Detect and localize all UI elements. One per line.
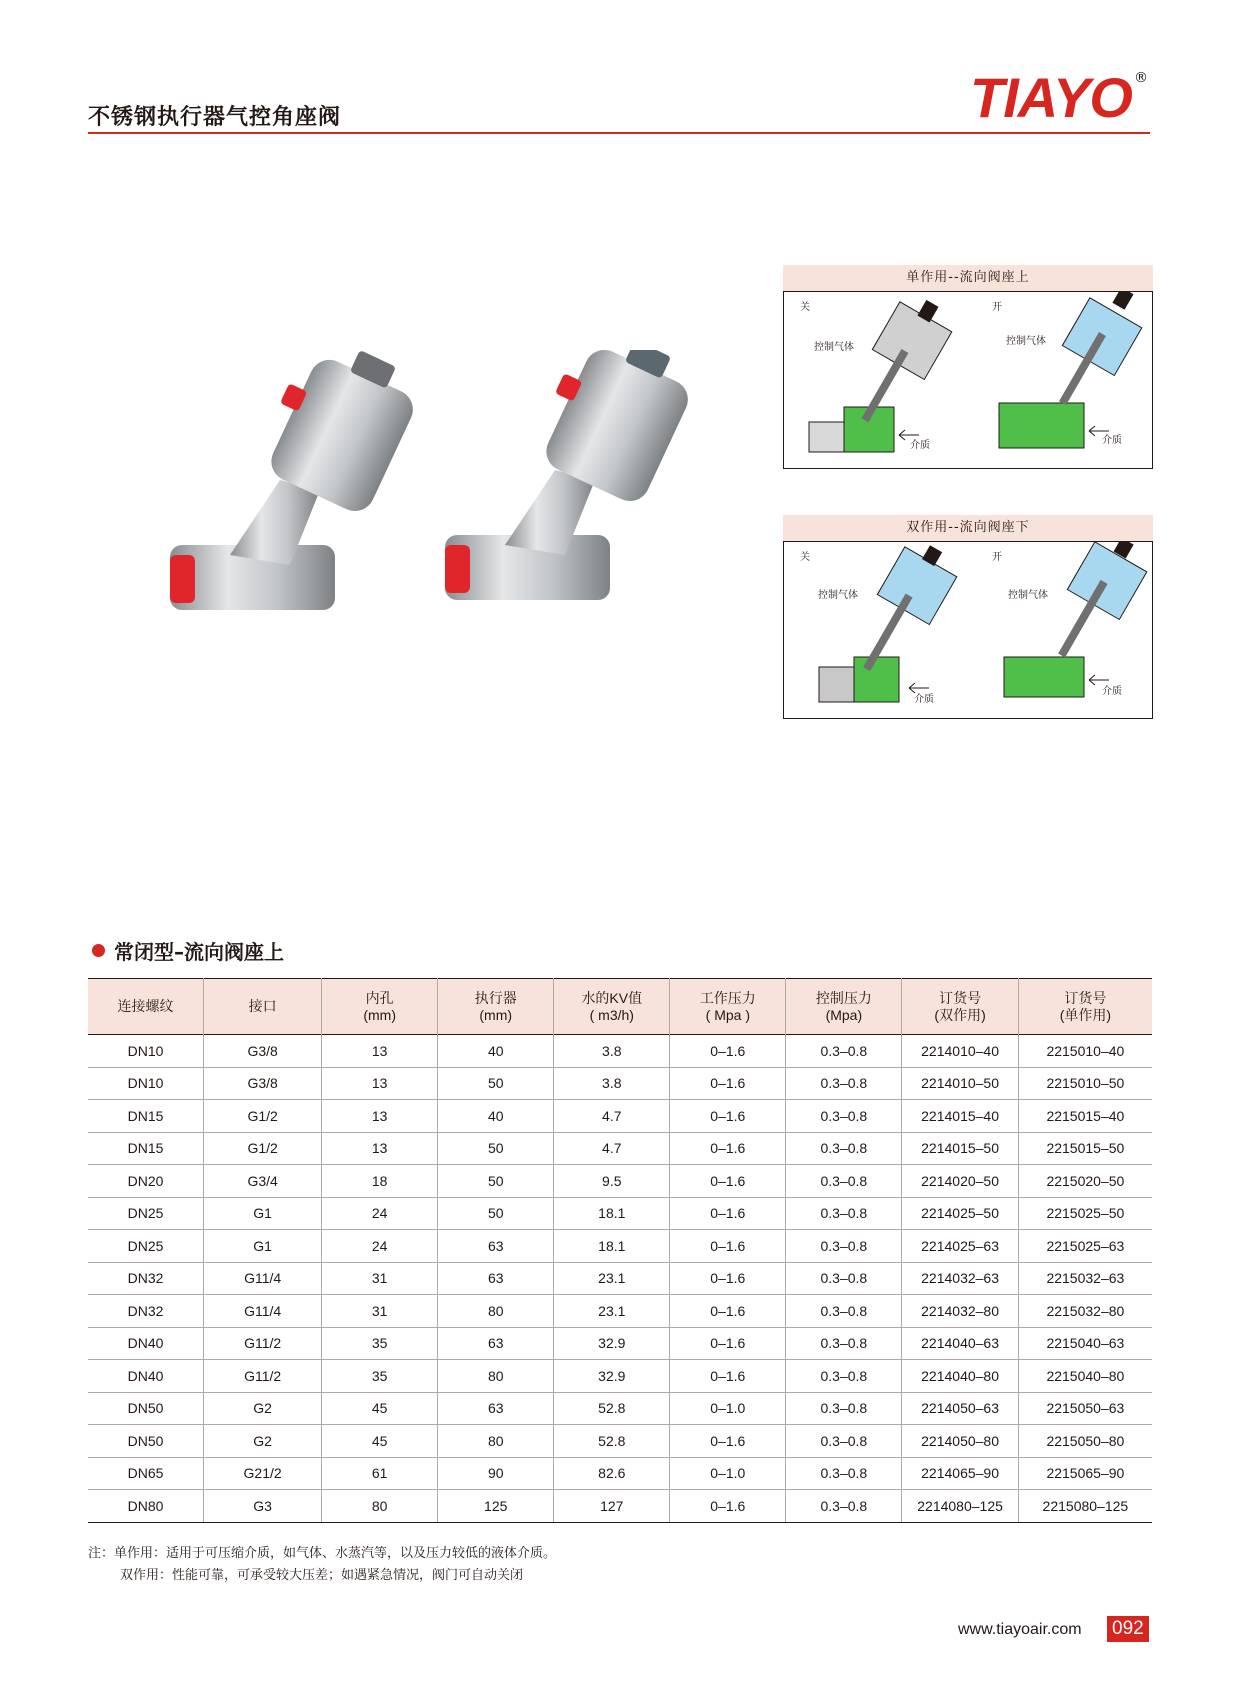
table-cell: 127 xyxy=(554,1490,670,1523)
table-cell: 2215025–63 xyxy=(1018,1230,1152,1263)
table-cell: 0.3–0.8 xyxy=(786,1327,902,1360)
table-cell: 13 xyxy=(322,1132,438,1165)
table-row xyxy=(88,1392,1152,1425)
table-cell: 45 xyxy=(322,1392,438,1425)
table-cell: 2215032–63 xyxy=(1018,1262,1152,1295)
table-cell: 0–1.6 xyxy=(670,1360,786,1393)
table-cell: DN32 xyxy=(88,1295,204,1328)
table-cell: 2214015–50 xyxy=(902,1132,1018,1165)
table-cell: 2214050–80 xyxy=(902,1425,1018,1458)
column-header-unit: (Mpa) xyxy=(825,1006,863,1023)
column-header xyxy=(786,979,902,1035)
table-cell: 18 xyxy=(322,1165,438,1198)
medium-label: 介质 xyxy=(1102,435,1122,446)
table-row xyxy=(88,1132,1152,1165)
table-cell: DN10 xyxy=(88,1035,204,1068)
table-row xyxy=(88,1425,1152,1458)
table-cell: 2215032–80 xyxy=(1018,1295,1152,1328)
table-cell: 80 xyxy=(438,1425,554,1458)
table-cell: 0.3–0.8 xyxy=(786,1100,902,1133)
table-cell: 2214040–80 xyxy=(902,1360,1018,1393)
valve-section-open xyxy=(999,292,1152,448)
table-cell: 2215040–63 xyxy=(1018,1327,1152,1360)
table-row xyxy=(88,1457,1152,1490)
note-double-acting: 双作用：性能可靠，可承受较大压差；如遇紧急情况，阀门可自动关闭 xyxy=(120,1568,524,1583)
diagram-heading-single: 单作用--流向阀座上 xyxy=(783,265,1153,291)
table-cell: 23.1 xyxy=(554,1262,670,1295)
table-cell: 0–1.6 xyxy=(670,1197,786,1230)
table-cell: 13 xyxy=(322,1035,438,1068)
control-air-label: 控制气体 xyxy=(818,590,858,601)
table-cell: DN15 xyxy=(88,1132,204,1165)
product-photos xyxy=(160,350,720,640)
table-cell: 2214015–40 xyxy=(902,1100,1018,1133)
table-cell: 80 xyxy=(438,1295,554,1328)
page-number: 092 xyxy=(1107,1616,1149,1642)
table-cell: 2214010–50 xyxy=(902,1067,1018,1100)
table-row xyxy=(88,1295,1152,1328)
column-header-unit: (双作用) xyxy=(934,1006,986,1023)
table-cell: G1/2 xyxy=(204,1132,322,1165)
table-cell: DN20 xyxy=(88,1165,204,1198)
column-header-label: 连接螺纹 xyxy=(117,998,174,1014)
column-header xyxy=(438,979,554,1035)
table-cell: 35 xyxy=(322,1327,438,1360)
column-header-unit: ( m3/h) xyxy=(589,1006,634,1023)
table-cell: 2214050–63 xyxy=(902,1392,1018,1425)
table-cell: 2214080–125 xyxy=(902,1490,1018,1523)
table-body xyxy=(88,1035,1152,1523)
valve-section-closed xyxy=(819,542,964,702)
table-cell: 90 xyxy=(438,1457,554,1490)
table-header-row xyxy=(88,979,1152,1035)
table-cell: G2 xyxy=(204,1425,322,1458)
table-cell: 40 xyxy=(438,1035,554,1068)
table-cell: 2215050–63 xyxy=(1018,1392,1152,1425)
table-cell: 3.8 xyxy=(554,1067,670,1100)
table-cell: G11/4 xyxy=(204,1295,322,1328)
table-cell: DN40 xyxy=(88,1327,204,1360)
table-cell: 0–1.6 xyxy=(670,1165,786,1198)
table-cell: 24 xyxy=(322,1230,438,1263)
column-header xyxy=(322,979,438,1035)
table-cell: 0–1.6 xyxy=(670,1327,786,1360)
table-cell: G3 xyxy=(204,1490,322,1523)
table-row xyxy=(88,1230,1152,1263)
valve-section-closed xyxy=(809,292,959,452)
table-cell: 0–1.6 xyxy=(670,1132,786,1165)
table-cell: 80 xyxy=(438,1360,554,1393)
table-cell: 0.3–0.8 xyxy=(786,1262,902,1295)
table-cell: 63 xyxy=(438,1327,554,1360)
header-divider xyxy=(88,132,1150,134)
table-cell: DN10 xyxy=(88,1067,204,1100)
column-header-label: 水的KV值 xyxy=(581,989,643,1006)
table-cell: 2214065–90 xyxy=(902,1457,1018,1490)
table-cell: 0–1.6 xyxy=(670,1035,786,1068)
table-cell: DN65 xyxy=(88,1457,204,1490)
table-row xyxy=(88,1067,1152,1100)
table-cell: 2214040–63 xyxy=(902,1327,1018,1360)
table-cell: 24 xyxy=(322,1197,438,1230)
table-cell: G1 xyxy=(204,1197,322,1230)
table-cell: G2 xyxy=(204,1392,322,1425)
table-cell: 9.5 xyxy=(554,1165,670,1198)
table-cell: 0–1.6 xyxy=(670,1067,786,1100)
table-cell: G11/2 xyxy=(204,1327,322,1360)
table-cell: 40 xyxy=(438,1100,554,1133)
table-cell: 18.1 xyxy=(554,1197,670,1230)
table-cell: 45 xyxy=(322,1425,438,1458)
column-header-unit: ( Mpa ) xyxy=(705,1006,750,1023)
closed-label: 关 xyxy=(800,302,810,313)
table-cell: 61 xyxy=(322,1457,438,1490)
column-header-label: 订货号 xyxy=(939,989,982,1006)
table-cell: G11/4 xyxy=(204,1262,322,1295)
table-cell: DN15 xyxy=(88,1100,204,1133)
table-cell: 50 xyxy=(438,1132,554,1165)
table-row xyxy=(88,1327,1152,1360)
table-cell: 13 xyxy=(322,1067,438,1100)
table-cell: 0.3–0.8 xyxy=(786,1392,902,1425)
table-cell: 2215080–125 xyxy=(1018,1490,1152,1523)
table-cell: 0.3–0.8 xyxy=(786,1360,902,1393)
table-cell: 0.3–0.8 xyxy=(786,1197,902,1230)
column-header xyxy=(204,979,322,1035)
medium-label: 介质 xyxy=(910,440,930,451)
table-cell: G3/8 xyxy=(204,1067,322,1100)
table-cell: 3.8 xyxy=(554,1035,670,1068)
table-cell: 2214025–50 xyxy=(902,1197,1018,1230)
table-cell: 0.3–0.8 xyxy=(786,1295,902,1328)
column-header-label: 接口 xyxy=(248,998,277,1014)
table-row xyxy=(88,1490,1152,1523)
table-cell: DN25 xyxy=(88,1197,204,1230)
table-cell: 2215010–50 xyxy=(1018,1067,1152,1100)
column-header xyxy=(670,979,786,1035)
valve-photo-left xyxy=(170,350,428,610)
table-cell: 18.1 xyxy=(554,1230,670,1263)
note-single-acting: 注：单作用：适用于可压缩介质，如气体、水蒸汽等，以及压力较低的液体介质。 xyxy=(88,1546,557,1561)
table-cell: 13 xyxy=(322,1100,438,1133)
table-cell: 0–1.6 xyxy=(670,1295,786,1328)
table-cell: DN25 xyxy=(88,1230,204,1263)
table-cell: 50 xyxy=(438,1197,554,1230)
table-cell: 2215040–80 xyxy=(1018,1360,1152,1393)
column-header-label: 控制压力 xyxy=(815,989,872,1006)
table-cell: 23.1 xyxy=(554,1295,670,1328)
table-cell: 4.7 xyxy=(554,1132,670,1165)
table-row xyxy=(88,1100,1152,1133)
table-cell: DN80 xyxy=(88,1490,204,1523)
table-cell: 32.9 xyxy=(554,1360,670,1393)
table-cell: DN50 xyxy=(88,1392,204,1425)
open-label: 开 xyxy=(992,302,1002,313)
table-cell: 0–1.0 xyxy=(670,1392,786,1425)
table-cell: 0.3–0.8 xyxy=(786,1425,902,1458)
table-cell: 0.3–0.8 xyxy=(786,1457,902,1490)
table-cell: 0.3–0.8 xyxy=(786,1035,902,1068)
table-cell: 2214010–40 xyxy=(902,1035,1018,1068)
column-header-unit: (mm) xyxy=(363,1006,396,1023)
table-cell: 0.3–0.8 xyxy=(786,1230,902,1263)
spec-table xyxy=(88,978,1152,1523)
table-row xyxy=(88,1360,1152,1393)
table-cell: 2215025–50 xyxy=(1018,1197,1152,1230)
table-cell: 82.6 xyxy=(554,1457,670,1490)
table-cell: 0–1.6 xyxy=(670,1100,786,1133)
table-cell: DN40 xyxy=(88,1360,204,1393)
table-cell: 2215015–50 xyxy=(1018,1132,1152,1165)
table-cell: 50 xyxy=(438,1067,554,1100)
table-cell: 2214020–50 xyxy=(902,1165,1018,1198)
table-cell: G21/2 xyxy=(204,1457,322,1490)
column-header-unit: (mm) xyxy=(479,1006,513,1023)
table-cell: 63 xyxy=(438,1392,554,1425)
control-air-label: 控制气体 xyxy=(1008,590,1048,601)
control-air-label: 控制气体 xyxy=(814,342,854,353)
column-header xyxy=(1018,979,1152,1035)
table-row xyxy=(88,1165,1152,1198)
table-cell: G1 xyxy=(204,1230,322,1263)
column-header-unit: (单作用) xyxy=(1059,1006,1112,1023)
table-cell: 32.9 xyxy=(554,1327,670,1360)
medium-label: 介质 xyxy=(1102,686,1122,697)
table-cell: 0–1.6 xyxy=(670,1425,786,1458)
table-cell: DN32 xyxy=(88,1262,204,1295)
table-cell: 2215065–90 xyxy=(1018,1457,1152,1490)
valve-photo-right xyxy=(445,350,703,600)
diagram-heading-double: 双作用--流向阀座下 xyxy=(783,515,1153,541)
table-cell: 0.3–0.8 xyxy=(786,1067,902,1100)
table-cell: 2215010–40 xyxy=(1018,1035,1152,1068)
table-cell: 2214032–63 xyxy=(902,1262,1018,1295)
control-air-label: 控制气体 xyxy=(1006,336,1046,347)
table-cell: 0–1.6 xyxy=(670,1230,786,1263)
column-header-label: 工作压力 xyxy=(699,989,756,1006)
column-header-label: 执行器 xyxy=(474,989,517,1006)
column-header xyxy=(554,979,670,1035)
table-cell: 0–1.6 xyxy=(670,1262,786,1295)
table-row xyxy=(88,1035,1152,1068)
table-cell: 52.8 xyxy=(554,1392,670,1425)
table-cell: 80 xyxy=(322,1490,438,1523)
table-cell: 2215020–50 xyxy=(1018,1165,1152,1198)
table-row xyxy=(88,1262,1152,1295)
table-cell: 50 xyxy=(438,1165,554,1198)
table-cell: 2215050–80 xyxy=(1018,1425,1152,1458)
table-cell: 35 xyxy=(322,1360,438,1393)
section-title: 常闭型–流向阀座上 xyxy=(114,940,284,964)
open-label: 开 xyxy=(992,552,1002,563)
table-cell: G1/2 xyxy=(204,1100,322,1133)
table-cell: G3/4 xyxy=(204,1165,322,1198)
column-header-label: 内孔 xyxy=(365,989,394,1006)
table-cell: 31 xyxy=(322,1262,438,1295)
table-row xyxy=(88,1197,1152,1230)
table-cell: 0.3–0.8 xyxy=(786,1132,902,1165)
table-cell: 63 xyxy=(438,1230,554,1263)
valve-section-open xyxy=(1004,542,1152,697)
table-cell: 0–1.0 xyxy=(670,1457,786,1490)
table-cell: 52.8 xyxy=(554,1425,670,1458)
table-cell: 0.3–0.8 xyxy=(786,1490,902,1523)
table-cell: 4.7 xyxy=(554,1100,670,1133)
column-header xyxy=(88,979,204,1035)
diagram-single-acting xyxy=(783,291,1153,469)
table-cell: 2214025–63 xyxy=(902,1230,1018,1263)
brand-logo: TIAYO xyxy=(970,66,1132,129)
table-cell: 0–1.6 xyxy=(670,1490,786,1523)
table-cell: 125 xyxy=(438,1490,554,1523)
table-cell: 31 xyxy=(322,1295,438,1328)
table-cell: G11/2 xyxy=(204,1360,322,1393)
diagram-double-acting xyxy=(783,541,1153,719)
table-cell: G3/8 xyxy=(204,1035,322,1068)
column-header xyxy=(902,979,1018,1035)
column-header-label: 订货号 xyxy=(1064,989,1107,1006)
medium-label: 介质 xyxy=(914,694,934,705)
website-link[interactable]: www.tiayoair.com xyxy=(958,1621,1082,1638)
section-bullet xyxy=(92,944,105,957)
table-cell: 2215015–40 xyxy=(1018,1100,1152,1133)
table-cell: DN50 xyxy=(88,1425,204,1458)
table-cell: 2214032–80 xyxy=(902,1295,1018,1328)
table-cell: 63 xyxy=(438,1262,554,1295)
closed-label: 关 xyxy=(800,552,810,563)
table-cell: 0.3–0.8 xyxy=(786,1165,902,1198)
page-title: 不锈钢执行器气控角座阀 xyxy=(88,105,342,130)
registered-mark: ® xyxy=(1134,70,1148,86)
